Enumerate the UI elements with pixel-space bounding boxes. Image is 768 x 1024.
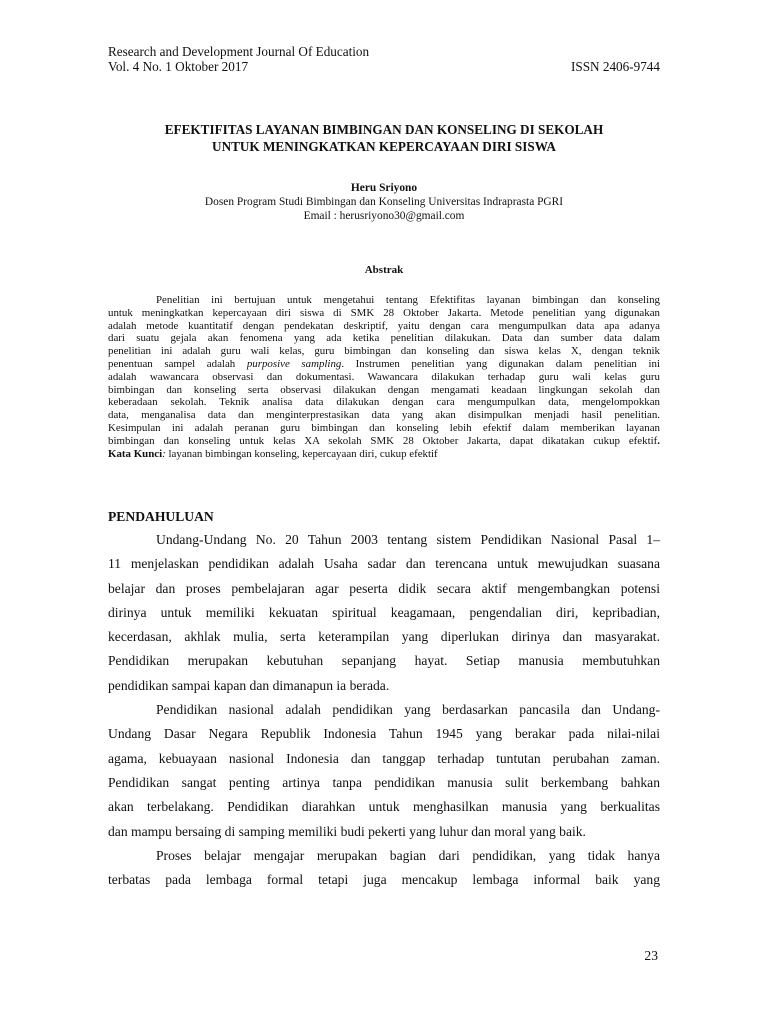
body-line: belajar dan proses pembelajaran agar peserta didik secara aktif mengembangkan potensi [108, 580, 660, 596]
author-email: Email : herusriyono30@gmail.com [303, 210, 465, 222]
abstract-body [108, 294, 660, 460]
section-body [108, 528, 660, 892]
body-line: dan mampu bersaing di samping memiliki budi pekerti yang luhur dan moral yang baik. [108, 823, 586, 839]
abstract-line [108, 435, 660, 448]
body-line: Pendidikan sangat penting artinya tanpa pendidikan manusia sulit berkembang bahkan [108, 774, 660, 790]
author-name: Heru Sriyono [350, 182, 418, 194]
abstract-line: bimbingan dan konseling serta observasi dilakukan dengan mengamati keadaan lingkungan sekolah dan [108, 383, 660, 396]
abstract-italic-term: purposive sampling [246, 357, 342, 370]
journal-issn: ISSN 2406-9744 [570, 59, 660, 74]
abstract-line [108, 358, 660, 371]
body-line: 11 menjelaskan pendidikan adalah Usaha sadar dan terencana untuk mewujudkan suasana [108, 556, 660, 572]
journal-name: Research and Development Journal Of Education [108, 44, 370, 59]
abstract-line: dari suatu gejala akan fenomena yang ada ketika penelitian dilakukan. Data dan sumber data dalam [108, 332, 660, 345]
body-line: Pendidikan nasional adalah pendidikan yang berdasarkan pancasila dan Undang- [156, 702, 660, 718]
body-line: dirinya untuk memiliki kekuatan spiritual keagamaan, pengendalian diri, kepribadian, [108, 604, 660, 620]
keywords-line [108, 448, 660, 461]
body-line: Undang Dasar Negara Republik Indonesia Tahun 1945 yang berakar pada nilai-nilai [108, 726, 660, 742]
body-line: terbatas pada lembaga formal tetapi juga mencakup lembaga informal baik yang [108, 872, 660, 888]
abstract-line: untuk meningkatkan kepercayaan diri siswa di SMK 28 Oktober Jakarta. Metode penelitian yang digunakan [108, 306, 660, 319]
abstract-line: keberadaan sekolah. Teknik analisa data dilakukan dengan cara mengumpulkan data, mengelompokkan [108, 396, 660, 409]
abstract-line: adalah metode kuantitatif dengan pendekatan deskriptif, yaitu dengan cara mengumpulkan data apa adanya [108, 319, 660, 332]
abstract-line: data, menganalisa data dan menginterprestasikan data yang akan disimpulkan menjadi hasil penelitian. [108, 409, 660, 422]
abstract-heading: Abstrak [364, 264, 404, 276]
author-affiliation: Dosen Program Studi Bimbingan dan Konseling Universitas Indraprasta PGRI [204, 196, 564, 208]
abstract-text: penentuan sampel adalah [108, 357, 236, 370]
abstract-text: . Instrumen penelitian yang digunakan dalam penelitian ini [341, 357, 660, 370]
body-line: kecerdasan, akhlak mulia, serta keterampilan yang diperlukan dirinya dan masyarakat. [108, 629, 660, 645]
journal-volume: Vol. 4 No. 1 Oktober 2017 [108, 59, 249, 74]
abstract-text: bimbingan dan konseling untuk kelas XA sekolah SMK 28 Oktober Jakarta, dapat dikatakan cukup efektif [108, 434, 658, 447]
keywords-text: layanan bimbingan konseling, kepercayaan diri, cukup efektif [165, 447, 438, 460]
body-line: Proses belajar mengajar merupakan bagian dari pendidikan, yang tidak hanya [156, 847, 660, 863]
body-line: Pendidikan merupakan kebutuhan sepanjang hayat. Setiap manusia membutuhkan [108, 653, 660, 669]
abstract-line: penelitian ini adalah guru wali kelas, guru bimbingan dan konseling dan siswa kelas X, dengan teknik [108, 345, 660, 358]
body-line: pendidikan sampai kapan dan dimanapun ia berada. [108, 677, 390, 693]
page-number: 23 [644, 948, 658, 963]
section-heading: PENDAHULUAN [108, 509, 214, 524]
paper-title-line-2: UNTUK MENINGKATKAN KEPERCAYAAN DIRI SISWA [212, 139, 556, 154]
body-line: akan terbelakang. Pendidikan diarahkan untuk menghasilkan manusia yang berkualitas [108, 799, 660, 815]
keywords-label: Kata Kunci [108, 447, 163, 460]
paper-title-line-1: EFEKTIFITAS LAYANAN BIMBINGAN DAN KONSELING DI SEKOLAH [164, 122, 604, 137]
body-line: agama, kebuayaan nasional Indonesia dan tanggap terhadap tuntutan perubahan zaman. [108, 750, 660, 766]
abstract-line: Penelitian ini bertujuan untuk mengetahui tentang Efektifitas layanan bimbingan dan konseling [156, 294, 660, 306]
abstract-period: . [657, 434, 660, 447]
abstract-line: Kesimpulan ini adalah peranan guru bimbingan dan konseling lebih efektif dalam memberikan layanan [108, 421, 660, 434]
abstract-line: adalah wawancara observasi dan dokumentasi. Wawancara dilakukan terhadap guru wali kelas guru [108, 370, 660, 383]
body-line: Undang-Undang No. 20 Tahun 2003 tentang sistem Pendidikan Nasional Pasal 1– [156, 532, 660, 547]
keywords-separator: : [162, 447, 166, 460]
